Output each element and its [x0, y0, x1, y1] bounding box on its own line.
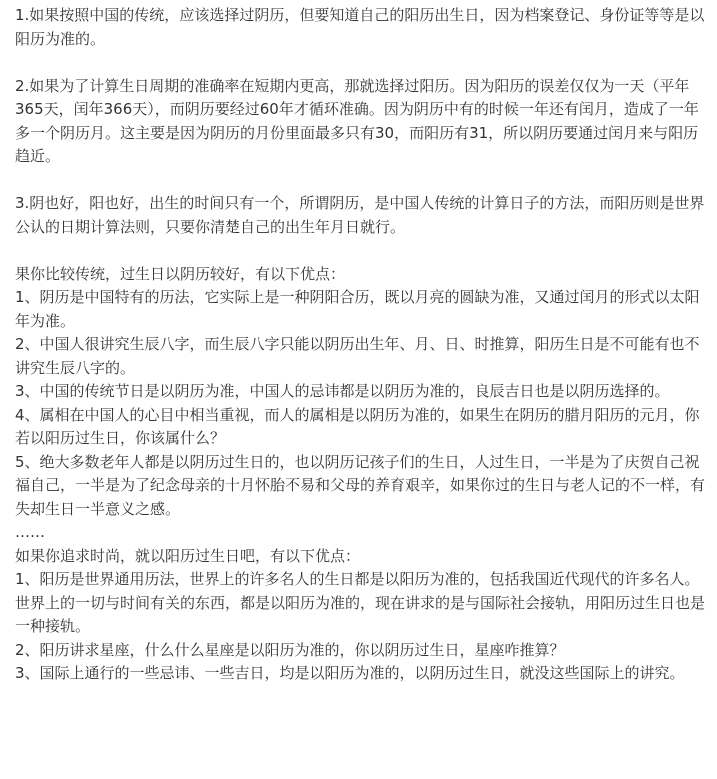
paragraph-1: 1.如果按照中国的传统，应该选择过阴历，但要知道自己的阳历出生日，因为档案登记、身份证等等是以阳历为准的。: [15, 6, 705, 48]
lunar-point-2: 2、中国人很讲究生辰八字，而生辰八字只能以阴历出生年、月、日、时推算，阳历生日是不可能有也不讲究生辰八字的。: [15, 335, 700, 377]
article-body: [15, 4, 705, 686]
ellipsis: ……: [15, 523, 45, 541]
lunar-point-1: 1、阴历是中国特有的历法，它实际上是一种阴阳合历，既以月亮的圆缺为准，又通过闰月的形式以太阳年为准。: [15, 288, 700, 330]
solar-point-3: 3、国际上通行的一些忌讳、一些吉日，均是以阳历为准的，以阴历过生日，就没这些国际上的讲究。: [15, 664, 685, 682]
solar-point-1: 1、阳历是世界通用历法，世界上的许多名人的生日都是以阳历为准的，包括我国近代现代的许多名人。世界上的一切与时间有关的东西，都是以阳历为准的，现在讲求的是与国际社会接轨，用阳历过生日也是一种接轨。: [15, 570, 706, 635]
solar-intro: 如果你追求时尚，就以阳历过生日吧，有以下优点：: [15, 546, 361, 565]
lunar-intro: 果你比较传统，过生日以阴历较好，有以下优点：: [15, 264, 346, 283]
lunar-point-4: 4、属相在中国人的心目中相当重视，而人的属相是以阴历为准的，如果生在阴历的腊月阳历的元月，你若以阳历过生日，你该属什么？: [15, 405, 700, 447]
paragraph-3: 3.阴也好，阳也好，出生的时间只有一个，所谓阴历，是中国人传统的计算日子的方法，而阳历则是世界公认的日期计算法则，只要你清楚自己的出生年月日就行。: [15, 194, 705, 236]
lunar-point-5: 5、绝大多数老年人都是以阴历过生日的，也以阴历记孩子们的生日，人过生日，一半是为了庆贺自己祝福自己，一半是为了纪念母亲的十月怀胎不易和父母的养育艰辛，如果你过的生日与老人记的不一样，有失却生日一半意义之感。: [15, 452, 706, 518]
solar-point-2: 2、阳历讲求星座，什么什么星座是以阳历为准的，你以阴历过生日，星座咋推算？: [15, 640, 565, 659]
blank-line: [15, 169, 705, 193]
blank-line: [15, 51, 705, 75]
paragraph-2: 2.如果为了计算生日周期的准确率在短期内更高，那就选择过阳历。因为阳历的误差仅仅为一天（平年365天，闰年366天），而阴历要经过60年才循环准确。因为阴历中有的时候一年还有闰月，造成了一年多一个阴历月。这主要是因为阴历的月份里面最多只有30，而阳历有31，所以阴历要通过闰月来与阳历趋近。: [15, 76, 699, 165]
lunar-point-3: 3、中国的传统节日是以阴历为准，中国人的忌讳都是以阴历为准的，良辰吉日也是以阴历选择的。: [15, 382, 670, 400]
blank-line: [15, 239, 705, 263]
